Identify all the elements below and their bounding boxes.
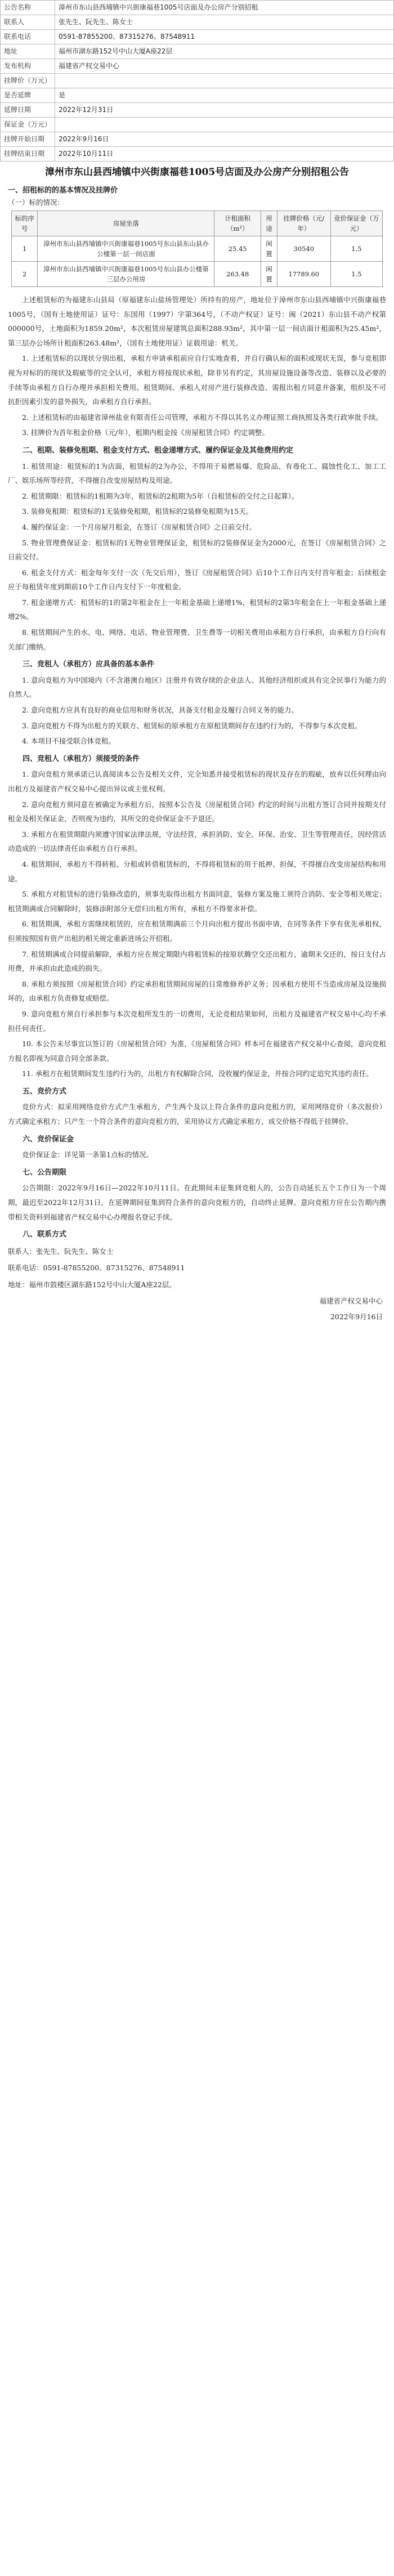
listing-cell: 30540	[277, 236, 331, 262]
paragraph: 5. 物业管理费保证金：租赁标的1无物业管理保证金，租赁标的2装修保证金为2000元，在签订《房屋租赁合同》之日前交付。	[8, 538, 386, 562]
info-row	[1, 1, 394, 15]
info-key: 保证金（万元）	[1, 118, 55, 132]
info-key: 联系电话	[1, 30, 55, 44]
paragraph: 8. 租赁期间产生的水、电、网络、电话、物业管理费、卫生费等一切相关费用由承租方自行承担，由承租方自行向有关部门缴纳。	[8, 628, 386, 651]
info-row	[1, 103, 394, 118]
info-key: 挂牌结束日期	[1, 147, 55, 162]
info-value: 是	[55, 88, 394, 103]
listing-header-row	[12, 211, 383, 236]
section-2-body	[0, 459, 394, 655]
paragraph: 6. 租金支付方式：租金每年支付一次（先交后用），签订《房屋租赁合同》后10个工作日内支付首年租金；后续租金应于每租赁年度到期前10个工作日内支付下一年度租金。	[8, 568, 386, 592]
contact-line: 联系电话：0591-87855200、87315276、87548911	[8, 1264, 185, 1273]
section-4-body	[0, 767, 394, 1081]
listing-header-cell: 房屋坐落	[38, 211, 214, 236]
paragraph: 8. 承租方须按照《房屋租赁合同》约定承担租赁期间房屋的日常维修养护义务；因承租方使用不当造成房屋及设施损坏的，由承租方负责修复或赔偿。	[8, 979, 386, 1003]
section-1-heading: 一、招租标的的基本情况及挂牌价	[8, 186, 118, 195]
paragraph: 3. 承租方在租赁期限内须遵守国家法律法规，守法经营，承担消防、安全、环保、治安、卫生等管理责任，因经营活动造成的一切法律责任由承租方自行承担。	[8, 830, 386, 853]
section-7-heading: 七、公告期限	[23, 1168, 67, 1177]
section-3-body	[0, 673, 394, 749]
info-key: 挂牌价（万元）	[1, 74, 55, 88]
signature-block	[0, 1294, 394, 1324]
listing-table	[11, 210, 383, 287]
info-row	[1, 59, 394, 74]
paragraph: 2. 上述租赁标的由福建省漳州盐业有限责任公司管理，承租方不得以其名义办理证照工商执照及各类行政审批手续。	[22, 413, 383, 422]
listing-header-cell: 用途	[261, 211, 277, 236]
info-value	[55, 118, 394, 132]
section-2-heading: 二、租期、装修免租期、租金支付方式、租金递增方式、履约保证金及其他费用约定	[23, 446, 294, 455]
paragraph: 4. 履约保证金：一个月房屋月租金，在签订《房屋租赁合同》之日前交付。	[22, 522, 256, 531]
info-key: 挂牌开始日期	[1, 132, 55, 147]
listing-cell: 漳州市东山县西埔镇中兴街康福巷1005号东山县办公楼第三层办公用房	[38, 262, 214, 287]
info-key: 延牌日期	[1, 103, 55, 118]
info-row	[1, 88, 394, 103]
info-row	[1, 118, 394, 132]
info-value: 2022年9月16日	[55, 132, 394, 147]
listing-cell: 闲置	[261, 262, 277, 287]
listing-cell: 17789.60	[277, 262, 331, 287]
info-value: 0591-87855200、87315276、87548911	[55, 30, 394, 44]
info-value	[55, 74, 394, 88]
info-key: 是否延牌	[1, 88, 55, 103]
section-6-heading: 六、竞价保证金	[23, 1135, 74, 1144]
paragraph: 2. 租赁期限：租赁标的1租期为3年，租赁标的2租期为5年（自租赁标的交付之日起算）。	[22, 491, 299, 500]
info-table	[0, 0, 394, 162]
paragraph: 5. 承租方对租赁标的进行装修改造的，须事先取得出租方书面同意，装修方案及施工须符合消防、安全等相关规定；租赁期满或合同解除时，装修添附部分无偿归出租方所有，承租方不得要求补偿。	[8, 890, 386, 913]
listing-cell: 1.5	[330, 236, 382, 262]
info-key: 联系人	[1, 15, 55, 30]
table-row	[12, 236, 383, 262]
paragraph: 1. 租赁用途：租赁标的1为店面，租赁标的2为办公，不得用于易燃易爆、危险品、有毒化工、腐蚀性化工、加工工厂、娱乐场所等经营，不得擅自改变房屋结构及用途。	[8, 462, 386, 485]
listing-cell: 2	[12, 262, 38, 287]
listing-header-cell: 标的序号	[12, 211, 38, 236]
info-value: 张先生、阮先生、陈女士	[55, 15, 394, 30]
info-value: 漳州市东山县西埔镇中兴街康福巷1005号店面及办公房产分别招租	[55, 1, 394, 15]
listing-cell: 闲置	[261, 236, 277, 262]
section-4-heading: 四、竞租人（承租方）须接受的条件	[23, 754, 140, 763]
listing-header-cell: 挂牌价格（元/年）	[277, 211, 331, 236]
section-5-heading: 五、竞价方式	[23, 1087, 67, 1096]
section-7-body: 公告期限：2022年9月16日—2022年10月11日。在此期间未征集到竞租人的，公告自动延长五个工作日为一个周期，最迟至2022年12月31日，在延牌期间征集到符合条件的意向竞租方的，自动终止延牌。意向竞租方应在公告期内携带相关资料到福建省产权交易中心办理报名登记手续。	[8, 1184, 386, 1221]
info-row	[1, 132, 394, 147]
paragraph: 3. 意向竞租方不得为出租方的关联方、租赁标的原承租方在原租赁期间存在违约行为的，不得参与本次竞租。	[22, 721, 362, 730]
info-row	[1, 74, 394, 88]
contact-line: 联系人：张先生、阮先生、陈女士	[8, 1247, 114, 1256]
section-8-heading: 八、联系方式	[23, 1230, 67, 1239]
listing-cell: 1.5	[330, 262, 382, 287]
section-5-body: 竞价方式：拟采用网络竞价方式产生承租方，产生两个及以上符合条件的意向竞租方的，采用网络竞价（多次报价）方式确定承租方；只产生一个符合条件的意向竞租方的，采用协议方式确定承租方，成交价格不得低于挂牌价。	[8, 1103, 386, 1126]
info-row	[1, 44, 394, 59]
table-row	[12, 262, 383, 287]
paragraph: 1. 意向竞租方须承诺已认真阅读本公告及相关文件，完全知悉并接受租赁标的现状及存在的瑕疵，放弃以任何理由向出租方及福建省产权交易中心提出异议或主张权利。	[8, 770, 386, 793]
info-value: 2022年12月31日	[55, 103, 394, 118]
paragraph: 4. 本项目不接受联合体竞租。	[22, 737, 115, 746]
info-value: 福建省产权交易中心	[55, 59, 394, 74]
paragraph: 10. 本公告未尽事宜以签订的《房屋租赁合同》为准，《房屋租赁合同》样本可在福建省产权交易中心查阅，意向竞租方报名即视为同意合同全部条款。	[8, 1040, 386, 1063]
section-6-body: 竞价保证金：详见第一条第1点标的情况。	[22, 1150, 153, 1159]
section-1-subheading: （一）标的情况：	[8, 198, 65, 207]
info-row	[1, 147, 394, 162]
section-1-body	[0, 293, 394, 440]
info-key: 地址	[1, 44, 55, 59]
paragraph: 3. 装修免租期：租赁标的1无装修免租期，租赁标的2装修免租期为15天。	[22, 507, 253, 516]
paragraph: 1. 上述租赁标的以现状分别出租，承租方申请承租前应自行实地查看，并自行确认标的面积或现状无误，参与竞租即视为对标的的现状及瑕疵等的完全认可，承租方将按现状承租，除非另有约定，其房屋设施设备等改造、装修以及必要的手续等由承租方自行办理并承担相关费用。租赁期间、承租人对房产进行装修改造、需报出租方同意并备案，组织及不可抗拒因素引发的意外损失，由承租方自行承担。	[8, 354, 386, 406]
listing-cell: 1	[12, 236, 38, 262]
signature-line: 2022年9月16日	[330, 1312, 383, 1321]
paragraph: 4. 租赁期间，承租方不得转租、分租或转借租赁标的，不得将租赁标的用于抵押、担保，不得擅自改变房屋结构和用途。	[8, 859, 386, 883]
paragraph: 11. 承租方在租赁期间发生违约行为的，出租方有权解除合同，没收履约保证金，并按合同约定追究其违约责任。	[22, 1069, 373, 1078]
info-row	[1, 15, 394, 30]
listing-cell: 25.45	[214, 236, 261, 262]
info-key: 发布机构	[1, 59, 55, 74]
info-value: 2022年10月11日	[55, 147, 394, 162]
info-row	[1, 30, 394, 44]
paragraph: 6. 租赁期满，承租方需继续租赁的，应在租赁期满前三个月向出租方提出书面申请，在同等条件下享有优先承租权，但须按照国有资产出租的相关规定重新进场公开招租。	[8, 920, 386, 943]
info-key: 公告名称	[1, 1, 55, 15]
signature-line: 福建省产权交易中心	[319, 1296, 383, 1305]
contact-line: 地址：福州市鼓楼区湖东路152号中山大厦A座22层。	[8, 1280, 176, 1289]
announcement-title: 漳州市东山县西埔镇中兴街康福巷1005号店面及办公房产分别招租公告	[44, 167, 350, 178]
paragraph: 3. 挂牌价为首年租金价格（元/年），租期内租金按《房屋租赁合同》约定调整。	[22, 428, 269, 437]
paragraph: 1. 意向竞租方为中国境内（不含港澳台地区）注册并有效存续的企业法人、其他经济组织或具有完全民事行为能力的自然人。	[8, 675, 386, 699]
paragraph: 9. 意向竞租方须自行承担参与本次竞租所发生的一切费用，无论竞租结果如何，出租方及福建省产权交易中心均不承担任何责任。	[8, 1009, 386, 1033]
paragraph: 7. 租金递增方式：租赁标的1的第2年租金在上一年租金基础上递增1%，租赁标的2第3年租金在上一年租金基础上递增2%。	[8, 598, 386, 621]
paragraph: 7. 租赁期满或合同提前解除，承租方应在规定期限内将租赁标的按原状腾空交还出租方，逾期未交还的，按日支付占用费，并承担由此造成的损失。	[8, 949, 386, 973]
listing-cell: 263.48	[214, 262, 261, 287]
section-3-heading: 三、竞租人（承租方）应具备的基本条件	[23, 660, 155, 669]
listing-header-cell: 竞价保证金（万元）	[330, 211, 382, 236]
paragraph: 2. 意向竞租方应具有良好的商业信用和财务状况，具备支付租金及履行合同义务的能力。	[22, 706, 298, 715]
paragraph: 2. 意向竞租方须同意在被确定为承租方后，按照本公告及《房屋租赁合同》约定的时间与出租方签订合同并按期支付租金及相关保证金，否则视为违约，其所交的竞价保证金不予退还。	[8, 800, 386, 823]
listing-header-cell: 计租面积（m²）	[214, 211, 261, 236]
info-value: 福州市湖东路152号中山大厦A座22层	[55, 44, 394, 59]
listing-cell: 漳州市东山县西埔镇中兴街康福巷1005号东山县东山县办公楼第一层一间店面	[38, 236, 214, 262]
paragraph: 上述租赁标的为福建东山县局（原福建东山盐场管理处）所持有的房产，地址位于漳州市东山县西埔镇中兴街康福巷1005号，（国有土地使用证）证号：东国用（1997）字第364号，（不动产权证）证号：闽（2021）东山县不动产权第000000号，土地面积为1859.20m²，本次租赁房屋建筑总面积288.93m²，其中第一层一间店面计租面积为25.45m²，第三层办公场所计租面积263.48m²，（国有土地使用证）证载用途：机关。	[8, 295, 386, 347]
contact-block	[0, 1244, 394, 1292]
